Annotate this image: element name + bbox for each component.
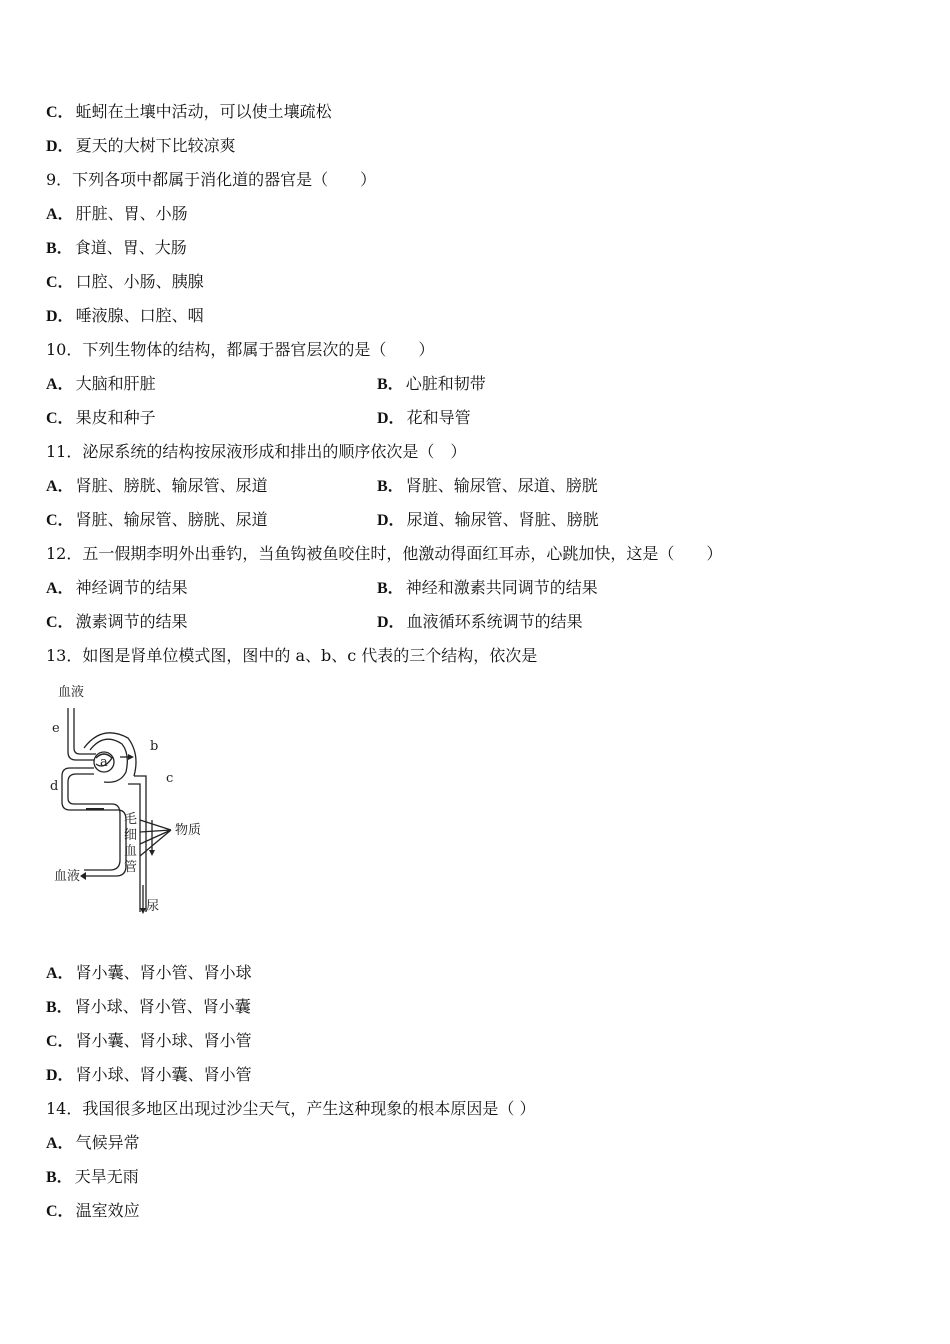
q12-stem: 12．五一假期李明外出垂钓，当鱼钩被鱼咬住时，他激动得面红耳赤，心跳加快，这是（ ） [46,544,723,563]
capillary-char-2: 细 [124,828,138,843]
q11-option-b: B． 肾脏、输尿管、尿道、膀胱 [377,476,598,495]
q12-option-c: C． 激素调节的结果 [46,612,188,631]
q11-stem: 11．泌尿系统的结构按尿液形成和排出的顺序依次是（ ） [46,442,467,461]
q9-option-b: B． 食道、胃、大肠 [46,238,187,257]
q14-option-a: A． 气候异常 [46,1133,140,1152]
q13-stem: 13．如图是肾单位模式图，图中的 a、b、c 代表的三个结构，依次是 [46,646,538,665]
q10-option-b: B． 心脏和韧带 [377,374,486,393]
nephron-diagram [46,680,226,920]
q8-option-d: D． 夏天的大树下比较凉爽 [46,136,236,155]
blood-in-label: 血液 [58,685,85,700]
q9-option-a: A． 肝脏、胃、小肠 [46,204,188,223]
q9-option-c: C． 口腔、小肠、胰腺 [46,272,204,291]
q13-option-b: B． 肾小球、肾小管、肾小囊 [46,997,251,1016]
q13-option-c: C． 肾小囊、肾小球、肾小管 [46,1031,252,1050]
q12-option-b: B． 神经和激素共同调节的结果 [377,578,598,597]
label-b: b [150,739,159,754]
q9-stem: 9．下列各项中都属于消化道的器官是（ ） [46,170,377,189]
capillary-char-4: 管 [124,860,138,875]
capillary-char-1: 毛 [124,812,138,827]
q12-option-d: D． 血液循环系统调节的结果 [377,612,583,631]
label-d: d [50,779,59,794]
q14-stem: 14．我国很多地区出现过沙尘天气，产生这种现象的根本原因是（ ） [46,1099,536,1118]
urine-label: 尿 [146,899,160,914]
label-a: a [100,755,108,770]
q14-option-c: C． 温室效应 [46,1201,140,1220]
q10-option-c: C． 果皮和种子 [46,408,156,427]
q10-option-a: A． 大脑和肝脏 [46,374,156,393]
blood-out-label: 血液 [54,869,81,884]
q8-option-c: C． 蚯蚓在土壤中活动，可以使土壤疏松 [46,102,332,121]
capillary-char-3: 血 [124,844,138,859]
q10-stem: 10．下列生物体的结构，都属于器官层次的是（ ） [46,340,435,359]
q11-option-a: A． 肾脏、膀胱、输尿管、尿道 [46,476,268,495]
capsule-b [90,739,127,782]
label-e: e [52,721,60,736]
label-c: c [166,771,174,786]
q11-option-d: D． 尿道、输尿管、肾脏、膀胱 [377,510,599,529]
substance-label: 物质 [175,823,202,838]
q11-option-c: C． 肾脏、输尿管、膀胱、尿道 [46,510,268,529]
q9-option-d: D． 唾液腺、口腔、咽 [46,306,204,325]
q10-option-d: D． 花和导管 [377,408,471,427]
q13-option-a: A． 肾小囊、肾小管、肾小球 [46,963,252,982]
q14-option-b: B． 天旱无雨 [46,1167,139,1186]
q13-option-d: D． 肾小球、肾小囊、肾小管 [46,1065,252,1084]
afferent-vessel [68,708,94,760]
q12-option-a: A． 神经调节的结果 [46,578,188,597]
reabsorption-lines [140,820,171,856]
